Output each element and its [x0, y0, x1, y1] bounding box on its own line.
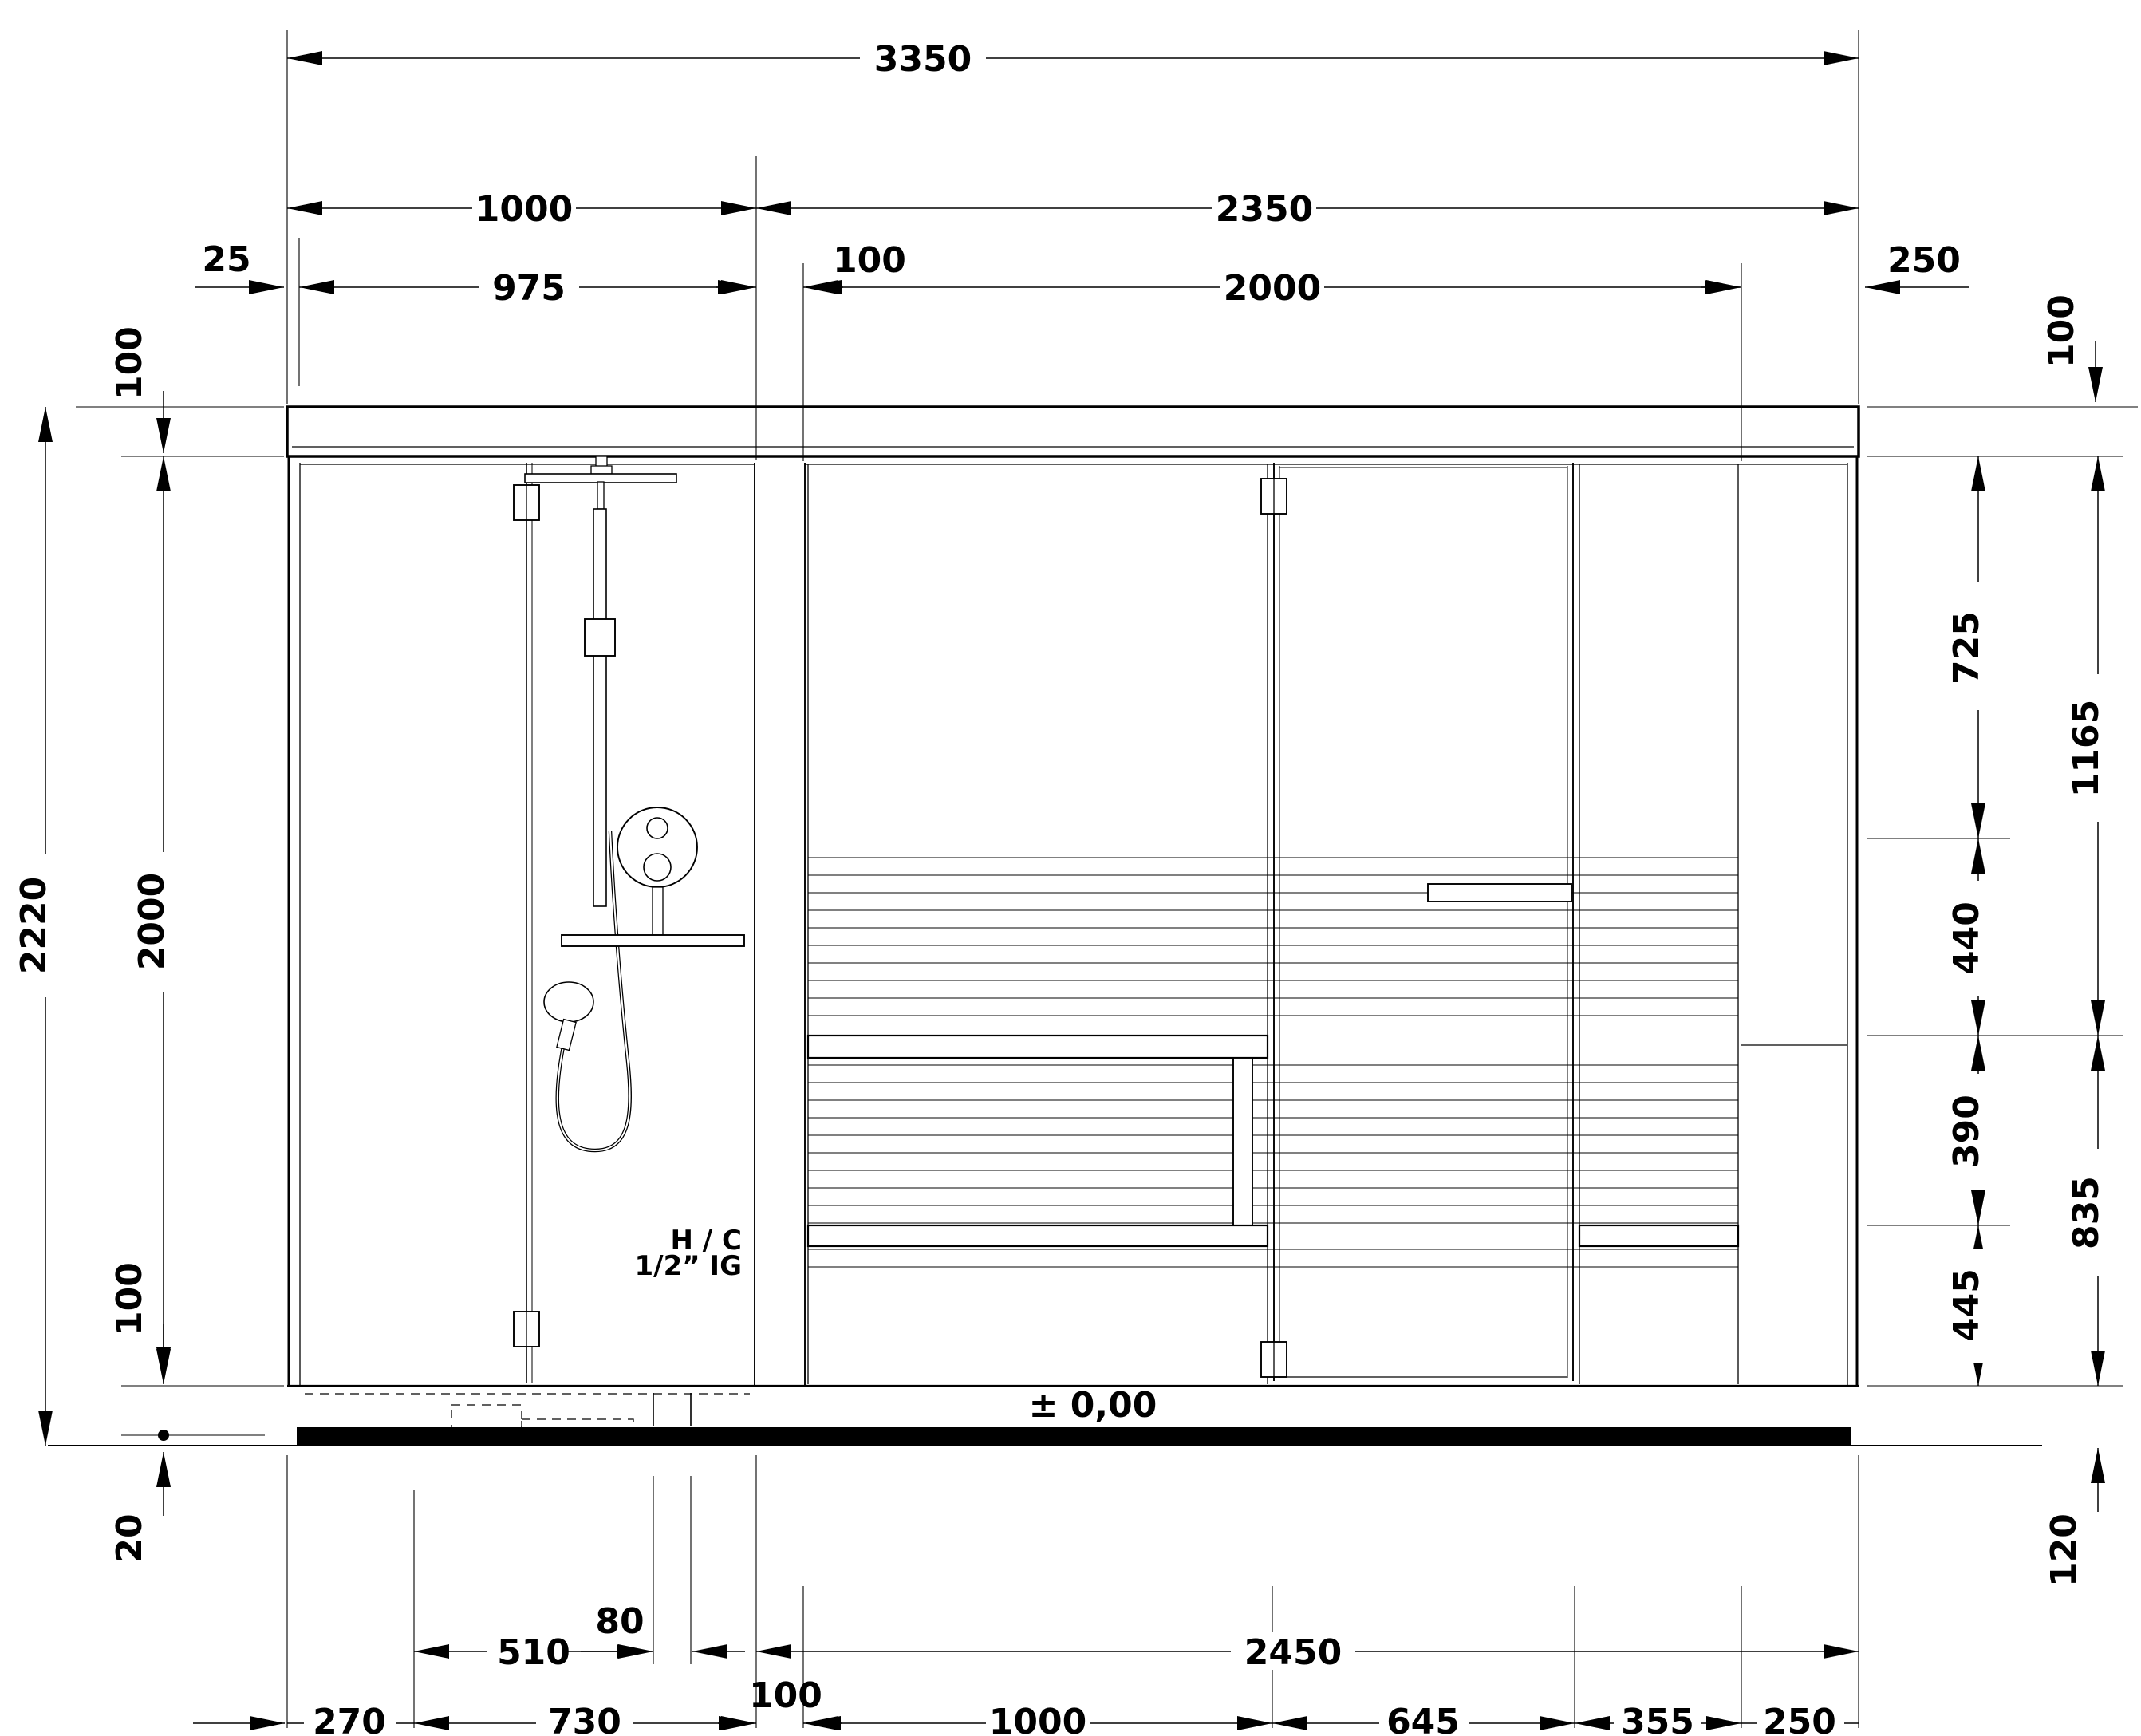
- dim-roof-right: 100: [2041, 294, 2082, 368]
- sauna-cabin: [808, 463, 1847, 1384]
- slidebar-top: [597, 482, 604, 509]
- dim-overall-width: 3350: [873, 39, 972, 80]
- dim-bench-from-ceiling: 1165: [2066, 699, 2107, 798]
- extension-lines-bottom: [287, 1455, 1859, 1728]
- dim-right-module: 2350: [1215, 189, 1314, 230]
- dim-bench-from-floor: 835: [2066, 1176, 2107, 1249]
- datum-label: ± 0,00: [1028, 1385, 1157, 1426]
- dim-drain-offset: 270: [313, 1702, 386, 1736]
- dim-left-module: 1000: [475, 189, 574, 230]
- side-bench: [1579, 1225, 1738, 1246]
- dim-bench-gap: 390: [1946, 1095, 1987, 1168]
- slidebar-bracket: [585, 619, 615, 656]
- thermostat-stem: [653, 887, 663, 935]
- dim-sauna-front: 2000: [1223, 268, 1322, 309]
- dim-partition-bottom: 100: [749, 1675, 822, 1716]
- shower-shelf: [562, 935, 744, 946]
- dim-wall-offset: 25: [202, 239, 251, 280]
- supply-label-line1: H / C: [670, 1225, 742, 1257]
- partition-post: [755, 463, 805, 1386]
- dim-side-panel: 355: [1621, 1702, 1694, 1736]
- dimension-annotations: [14, 30, 2138, 1736]
- dim-supply-offset: 730: [548, 1702, 621, 1736]
- dim-fixed-panel: 1000: [988, 1702, 1087, 1736]
- dim-tray: 100: [109, 1262, 150, 1336]
- handshower-grip: [557, 1020, 576, 1051]
- handshower-head: [544, 982, 593, 1022]
- dim-overall-height: 2220: [14, 876, 54, 975]
- dim-right-section-bottom: 250: [1763, 1702, 1836, 1736]
- dim-shower-clear: 975: [492, 268, 566, 309]
- dim-door: 645: [1386, 1702, 1460, 1736]
- dim-backrest: 725: [1946, 611, 1987, 685]
- slidebar: [593, 509, 606, 906]
- unit-structure: [48, 407, 2042, 1446]
- lower-bench: [808, 1225, 1268, 1246]
- sauna-door-edges: [1274, 463, 1573, 1381]
- dim-lower-bench: 445: [1946, 1268, 1987, 1342]
- backrest-rail: [1428, 884, 1571, 902]
- dim-backrest-to-bench: 440: [1946, 902, 1987, 975]
- upper-bench: [808, 1036, 1268, 1058]
- datum-dot-icon: [158, 1430, 169, 1441]
- roof-slab: [287, 407, 1859, 456]
- dim-roof-left: 100: [109, 326, 150, 400]
- dim-interior-height: 2000: [132, 872, 172, 971]
- wood-slats: [808, 858, 1738, 1267]
- dim-base: 120: [2044, 1513, 2084, 1587]
- rainhead-plate: [525, 474, 676, 483]
- dim-partition-top: 100: [833, 240, 906, 281]
- extension-lines-top: [287, 30, 1859, 461]
- thermostat-dial: [617, 807, 697, 887]
- shower-cabin: [514, 456, 744, 1383]
- dim-drain: 510: [497, 1632, 570, 1673]
- dim-right-section-top: 250: [1887, 240, 1961, 281]
- supply-label-line2: 1/2” IG: [634, 1250, 742, 1282]
- dim-supply-gap: 80: [595, 1601, 645, 1642]
- rainhead-flange: [591, 466, 612, 474]
- sauna-door-glass: [1279, 466, 1567, 1378]
- dim-span: 2450: [1244, 1632, 1343, 1673]
- supply-stubs: [653, 1393, 691, 1426]
- dim-lip: 20: [109, 1513, 150, 1563]
- bench-support: [1233, 1058, 1252, 1225]
